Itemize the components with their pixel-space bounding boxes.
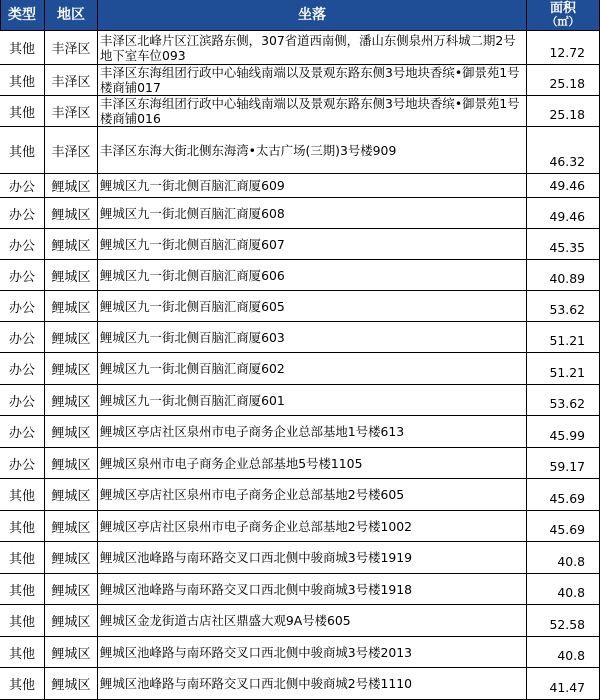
cell-district: 丰泽区 [45, 96, 98, 127]
cell-district: 鲤城区 [45, 479, 98, 511]
cell-area: 53.62 [527, 385, 600, 416]
cell-type: 办公 [0, 198, 45, 229]
cell-district: 鲤城区 [45, 385, 98, 416]
cell-area: 40.8 [527, 637, 600, 668]
cell-area: 51.21 [527, 322, 600, 353]
cell-type: 其他 [0, 637, 45, 668]
cell-type: 办公 [0, 385, 45, 416]
cell-address: 鲤城区九一街北侧百脑汇商厦601 [98, 385, 527, 416]
cell-area: 49.46 [527, 174, 600, 198]
cell-type: 办公 [0, 322, 45, 353]
cell-area: 51.21 [527, 353, 600, 385]
cell-area: 49.46 [527, 198, 600, 229]
cell-area: 41.47 [527, 668, 600, 700]
cell-district: 鲤城区 [45, 448, 98, 479]
cell-address: 鲤城区九一街北侧百脑汇商厦608 [98, 198, 527, 229]
cell-district: 鲤城区 [45, 416, 98, 448]
cell-district: 鲤城区 [45, 511, 98, 542]
cell-type: 办公 [0, 229, 45, 260]
cell-district: 丰泽区 [45, 31, 98, 65]
cell-area: 12.72 [527, 31, 600, 65]
cell-type: 其他 [0, 605, 45, 637]
cell-address: 丰泽区东海组团行政中心轴线南端以及景观东路东侧3号地块香缤•御景苑1号楼商铺017 [98, 65, 527, 96]
cell-district: 丰泽区 [45, 127, 98, 174]
cell-type: 其他 [0, 65, 45, 96]
cell-address: 鲤城区九一街北侧百脑汇商厦606 [98, 260, 527, 291]
cell-type: 其他 [0, 542, 45, 574]
cell-type: 办公 [0, 448, 45, 479]
header-area [527, 0, 600, 31]
cell-type: 其他 [0, 668, 45, 700]
cell-address: 鲤城区池峰路与南环路交叉口西北侧中骏商城3号楼2013 [98, 637, 527, 668]
cell-address: 鲤城区池峰路与南环路交叉口西北侧中骏商城3号楼1919 [98, 542, 527, 574]
cell-address: 鲤城区亭店社区泉州市电子商务企业总部基地2号楼1002 [98, 511, 527, 542]
cell-type: 其他 [0, 511, 45, 542]
header-area-unit: （㎡） [546, 15, 580, 29]
cell-type: 其他 [0, 574, 45, 605]
cell-area: 53.62 [527, 291, 600, 322]
cell-type: 其他 [0, 127, 45, 174]
header-area-label: 面积 [549, 1, 576, 17]
cell-district: 鲤城区 [45, 353, 98, 385]
cell-district: 鲤城区 [45, 637, 98, 668]
cell-district: 鲤城区 [45, 322, 98, 353]
cell-address: 鲤城区九一街北侧百脑汇商厦603 [98, 322, 527, 353]
cell-district: 鲤城区 [45, 605, 98, 637]
cell-district: 鲤城区 [45, 174, 98, 198]
cell-area: 52.58 [527, 605, 600, 637]
header-address: 坐落 [98, 0, 527, 31]
cell-area: 40.8 [527, 542, 600, 574]
cell-district: 鲤城区 [45, 260, 98, 291]
cell-area: 45.69 [527, 511, 600, 542]
cell-address: 鲤城区泉州市电子商务企业总部基地5号楼1105 [98, 448, 527, 479]
cell-address: 鲤城区九一街北侧百脑汇商厦602 [98, 353, 527, 385]
cell-address: 鲤城区亭店社区泉州市电子商务企业总部基地2号楼605 [98, 479, 527, 511]
cell-district: 鲤城区 [45, 229, 98, 260]
header-district: 地区 [45, 0, 98, 31]
cell-area: 25.18 [527, 96, 600, 127]
cell-area: 40.89 [527, 260, 600, 291]
cell-address: 鲤城区池峰路与南环路交叉口西北侧中骏商城2号楼1110 [98, 668, 527, 700]
cell-address: 鲤城区池峰路与南环路交叉口西北侧中骏商城3号楼1918 [98, 574, 527, 605]
cell-type: 其他 [0, 479, 45, 511]
cell-district: 鲤城区 [45, 291, 98, 322]
cell-district: 丰泽区 [45, 65, 98, 96]
cell-type: 办公 [0, 260, 45, 291]
cell-address: 丰泽区东海组团行政中心轴线南端以及景观东路东侧3号地块香缤•御景苑1号楼商铺016 [98, 96, 527, 127]
cell-address: 丰泽区北峰片区江滨路东侧，307省道西南侧，潘山东侧泉州万科城二期2号地下室车位093 [98, 31, 527, 65]
cell-area: 45.35 [527, 229, 600, 260]
cell-area: 25.18 [527, 65, 600, 96]
cell-address: 鲤城区亭店社区泉州市电子商务企业总部基地1号楼613 [98, 416, 527, 448]
header-type: 类型 [0, 0, 45, 31]
cell-area: 45.69 [527, 479, 600, 511]
cell-address: 丰泽区东海大街北侧东海湾•太古广场(三期)3号楼909 [98, 127, 527, 174]
cell-type: 办公 [0, 291, 45, 322]
cell-district: 鲤城区 [45, 668, 98, 700]
cell-type: 办公 [0, 174, 45, 198]
cell-address: 鲤城区九一街北侧百脑汇商厦609 [98, 174, 527, 198]
cell-area: 59.17 [527, 448, 600, 479]
cell-type: 办公 [0, 353, 45, 385]
cell-district: 鲤城区 [45, 542, 98, 574]
cell-type: 其他 [0, 96, 45, 127]
cell-area: 45.99 [527, 416, 600, 448]
cell-area: 46.32 [527, 127, 600, 174]
cell-type: 其他 [0, 31, 45, 65]
cell-address: 鲤城区金龙街道古店社区鼎盛大观9A号楼605 [98, 605, 527, 637]
cell-type: 办公 [0, 416, 45, 448]
cell-address: 鲤城区九一街北侧百脑汇商厦605 [98, 291, 527, 322]
cell-district: 鲤城区 [45, 198, 98, 229]
cell-address: 鲤城区九一街北侧百脑汇商厦607 [98, 229, 527, 260]
cell-area: 40.8 [527, 574, 600, 605]
cell-district: 鲤城区 [45, 574, 98, 605]
